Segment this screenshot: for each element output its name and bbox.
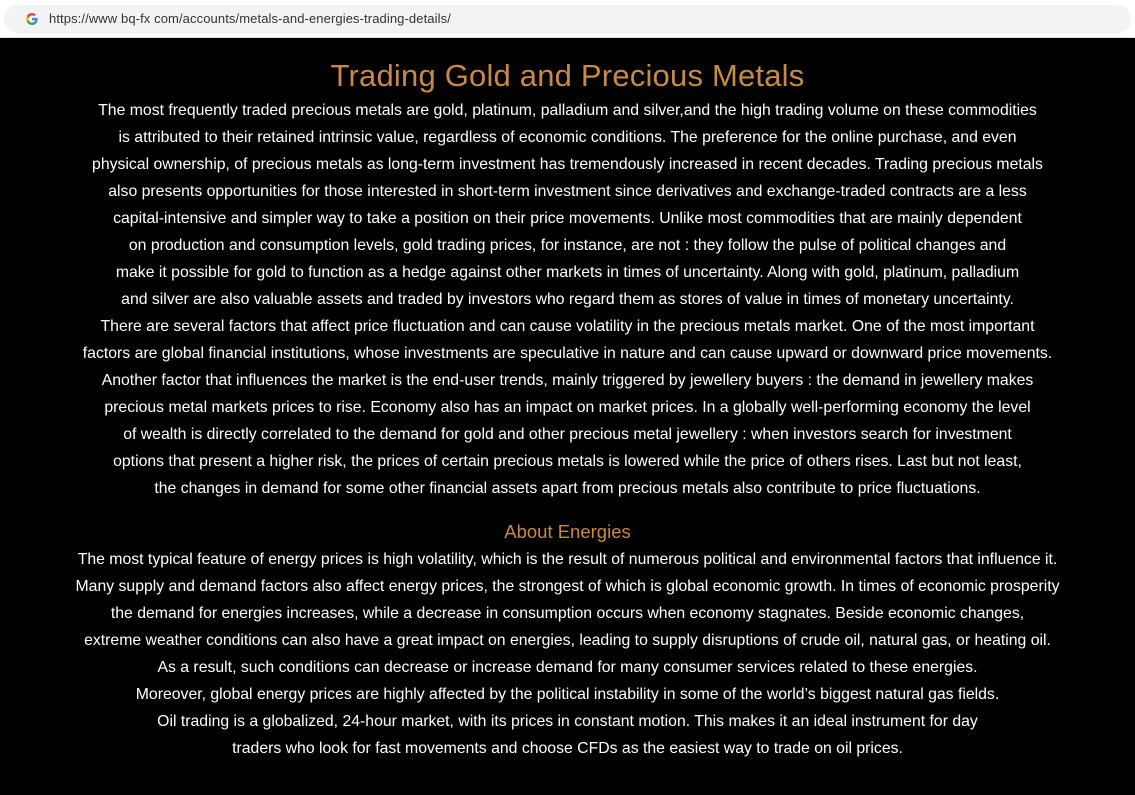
text-line: Another factor that influences the market is the end-user trends, mainly triggered by jewellery buyers : the demand in jewellery makes: [101, 372, 1034, 389]
energies-description: [0, 546, 1135, 762]
text-line: the changes in demand for some other financial assets apart from precious metals also contribute to price fluctuations.: [154, 480, 981, 497]
text-line: Moreover, global energy prices are highly affected by the political instability in some of the world’s biggest natural gas fields.: [135, 686, 1000, 703]
text-line: of wealth is directly correlated to the demand for gold and other precious metal jewellery : when investors search for investment: [123, 426, 1012, 443]
text-line: factors are global financial institutions, whose investments are speculative in nature and can cause upward or downward price movements.: [82, 345, 1053, 362]
text-line: Oil trading is a globalized, 24-hour market, with its prices in constant motion. This makes it an ideal instrument for day: [157, 713, 978, 730]
text-line: physical ownership, of precious metals as long-term investment has tremendously increased in recent decades. Trading precious metals: [92, 156, 1043, 173]
text-line: Many supply and demand factors also affect energy prices, the strongest of which is global economic growth. In times of economic prosperity: [75, 578, 1060, 595]
google-g-icon: [25, 12, 39, 26]
url-text[interactable]: https://www bq-fx com/accounts/metals-and-energies-trading-details/: [49, 11, 451, 26]
page-content: [0, 38, 1135, 795]
text-line: The most typical feature of energy prices is high volatility, which is the result of numerous political and environmental factors that influence it.: [77, 551, 1058, 568]
text-line: extreme weather conditions can also have a great impact on energies, leading to supply disruptions of crude oil, natural gas, or heating oil.: [84, 632, 1051, 649]
address-bar[interactable]: [4, 5, 1131, 33]
text-line: capital-intensive and simpler way to take a position on their price movements. Unlike most commodities that are mainly dependent: [113, 210, 1022, 227]
text-line: options that present a higher risk, the prices of certain precious metals is lowered while the price of others rises. Last but not least,: [113, 453, 1022, 470]
text-line: precious metal markets prices to rise. Economy also has an impact on market prices. In a globally well-performing economy the level: [104, 399, 1031, 416]
browser-toolbar: [0, 0, 1135, 38]
text-line: make it possible for gold to function as a hedge against other markets in times of uncertainty. Along with gold, platinum, palladium: [115, 264, 1020, 281]
text-line: also presents opportunities for those interested in short-term investment since derivatives and exchange-traded contracts are a less: [108, 183, 1027, 200]
text-line: The most frequently traded precious metals are gold, platinum, palladium and silver,and the high trading volume on these commodities: [98, 102, 1037, 119]
text-line: There are several factors that affect price fluctuation and can cause volatility in the precious metals market. One of the most important: [100, 318, 1035, 335]
page-title: Trading Gold and Precious Metals: [330, 58, 805, 93]
text-line: As a result, such conditions can decrease or increase demand for many consumer services related to these energies.: [157, 659, 978, 676]
text-line: and silver are also valuable assets and traded by investors who regard them as stores of value in times of monetary uncertainty.: [121, 291, 1014, 308]
text-line: traders who look for fast movements and choose CFDs as the easiest way to trade on oil prices.: [232, 740, 903, 757]
text-line: is attributed to their retained intrinsic value, regardless of economic conditions. The preference for the online purchase, and even: [118, 129, 1017, 146]
text-line: on production and consumption levels, gold trading prices, for instance, are not : they follow the pulse of political changes and: [128, 237, 1007, 254]
metals-description: [0, 97, 1135, 502]
text-line: the demand for energies increases, while a decrease in consumption occurs when economy stagnates. Beside economic changes,: [110, 605, 1025, 622]
energies-heading: About Energies: [504, 521, 631, 542]
